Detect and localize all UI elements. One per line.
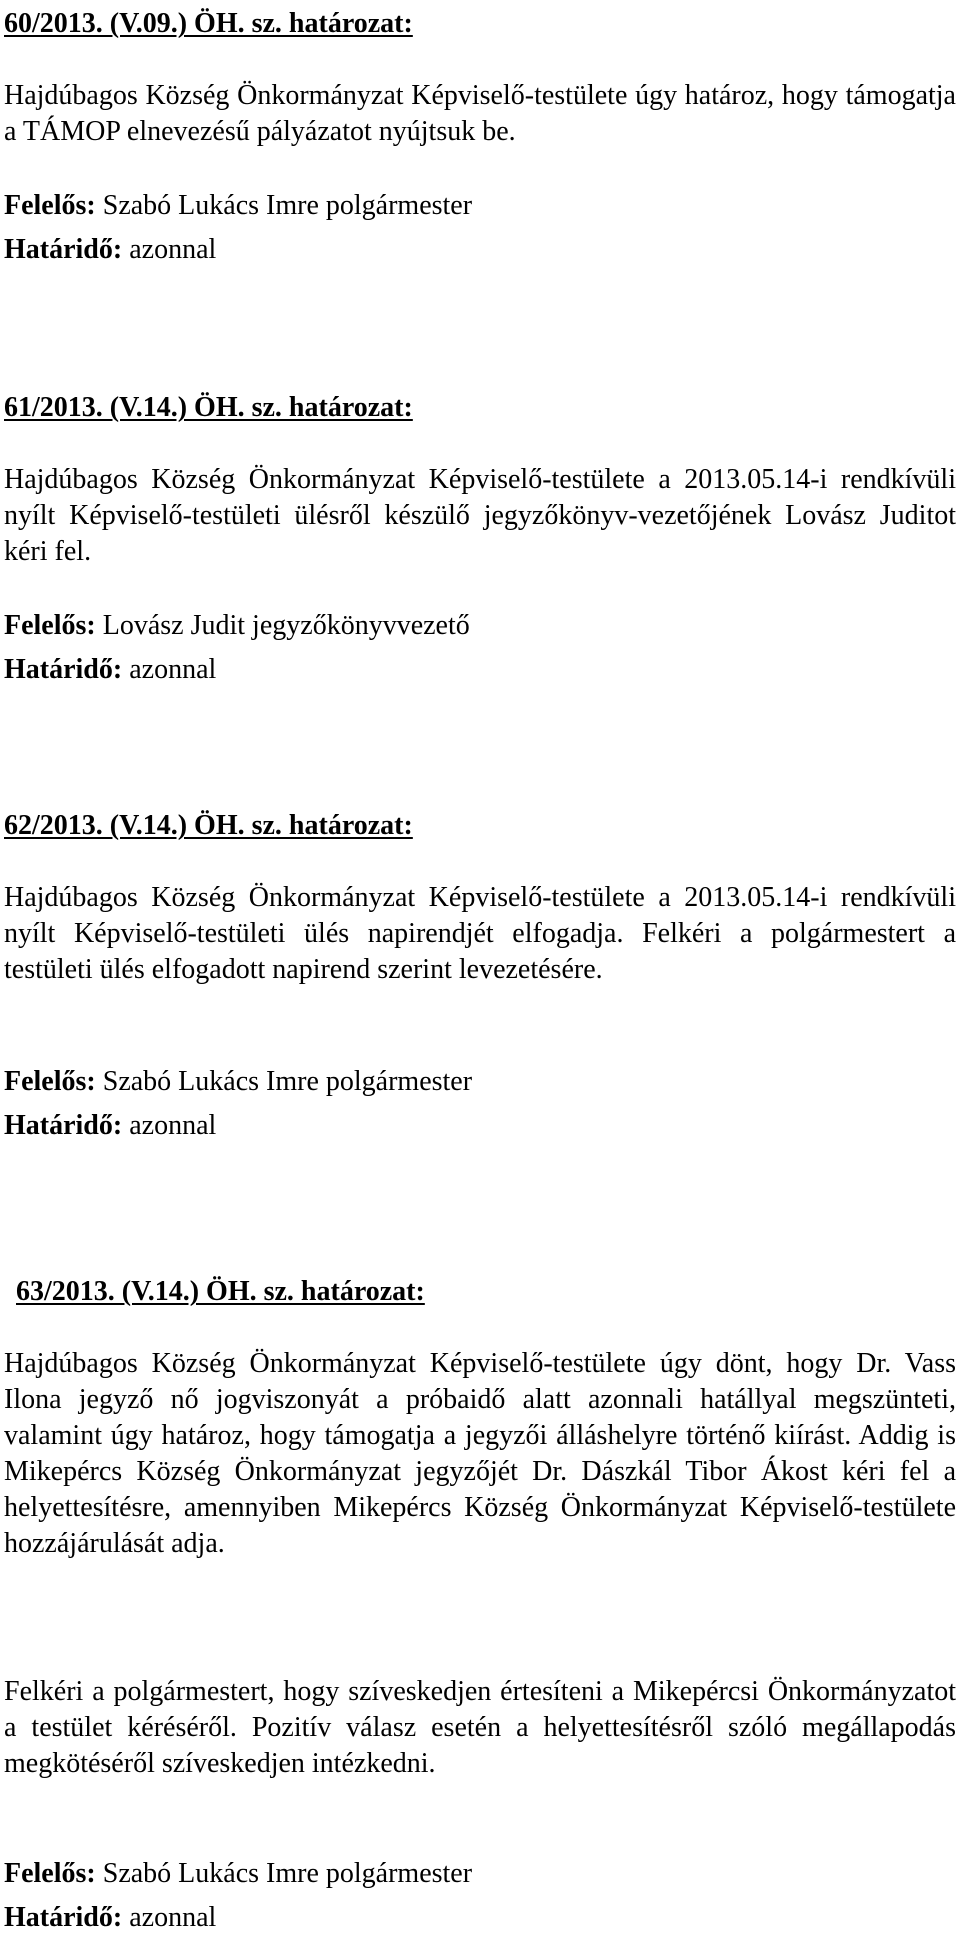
responsible-value: Szabó Lukács Imre polgármester [102,190,473,221]
deadline-line [4,1108,216,1144]
resolution-heading: 62/2013. (V.14.) ÖH. sz. határozat: [4,810,413,841]
deadline-line [4,232,216,268]
resolution-heading: 61/2013. (V.14.) ÖH. sz. határozat: [4,392,413,423]
deadline-value: azonnal [129,1902,217,1933]
deadline-label: Határidő: [4,1110,123,1141]
resolution-heading: 63/2013. (V.14.) ÖH. sz. határozat: [16,1276,425,1307]
resolution-text: Hajdúbagos Község Önkormányzat Képviselő-testülete úgy dönt, hogy Dr. Vass Ilona jegyző nő jogviszonyát a próbaidő alatt azonnali hatállyal megszünteti, valamint úgy határoz, hogy támogatja a jegyzői álláshelyre történő kiírást. Addig is Mikepércs Község Önkormányzat jegyzőjét Dr. Dászkál Tibor Ákost kéri fel a helyettesítésre, amennyiben Mikepércs Község Önkormányzat Képviselő-testülete hozzájárulását adja. [4,1348,956,1559]
responsible-label: Felelős: [4,610,96,641]
responsible-line [4,1064,472,1100]
resolution-heading: 60/2013. (V.09.) ÖH. sz. határozat: [4,8,413,39]
deadline-label: Határidő: [4,654,123,685]
responsible-line [4,188,472,224]
deadline-label: Határidő: [4,1902,123,1933]
deadline-line [4,652,216,688]
responsible-value: Szabó Lukács Imre polgármester [102,1858,473,1889]
resolution-text: Hajdúbagos Község Önkormányzat Képviselő-testülete a 2013.05.14-i rendkívüli nyílt Képviselő-testületi ülésről készülő jegyzőkönyv-vezetőjének Lovász Juditot kéri fel. [4,464,956,567]
deadline-value: azonnal [129,1110,217,1141]
resolution-text: Hajdúbagos Község Önkormányzat Képviselő-testülete a 2013.05.14-i rendkívüli nyílt Képviselő-testületi ülés napirendjét elfogadja. Felkéri a polgármestert a testületi ülés elfogadott napirend szerint levezetésére. [4,882,956,985]
responsible-value: Lovász Judit jegyzőkönyvvezető [102,610,470,641]
responsible-label: Felelős: [4,190,96,221]
deadline-line [4,1900,216,1936]
deadline-label: Határidő: [4,234,123,265]
deadline-value: azonnal [129,234,217,265]
responsible-value: Szabó Lukács Imre polgármester [102,1066,473,1097]
deadline-value: azonnal [129,654,217,685]
resolution-text: Hajdúbagos Község Önkormányzat Képviselő-testülete úgy határoz, hogy támogatja a TÁMOP elnevezésű pályázatot nyújtsuk be. [4,80,956,147]
resolution-text: Felkéri a polgármestert, hogy szíveskedjen értesíteni a Mikepércsi Önkormányzatot a testület kéréséről. Pozitív válasz esetén a helyettesítésről szóló megállapodás megkötéséről szíveskedjen intézkedni. [4,1676,956,1779]
responsible-label: Felelős: [4,1858,96,1889]
responsible-label: Felelős: [4,1066,96,1097]
responsible-line [4,608,470,644]
responsible-line [4,1856,472,1892]
